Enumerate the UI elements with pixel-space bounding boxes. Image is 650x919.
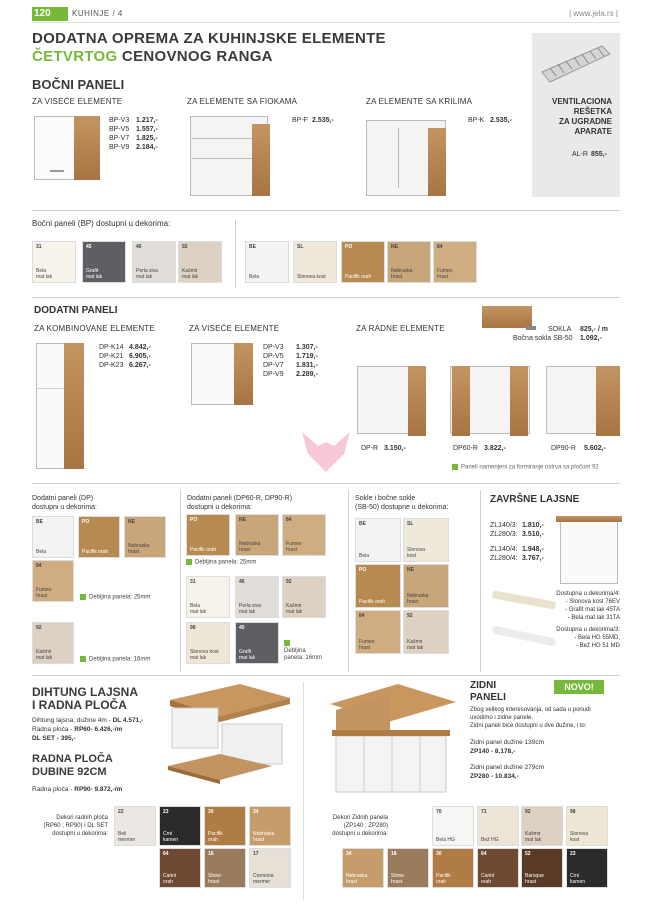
zp-decor-label: Dekori Zidnih panela (ZP140 ; ZP280) dostupni u dekorima: [332,815,388,837]
dp60-swatch [186,514,230,556]
page-title: DODATNA OPREMA ZA KUHINJSKE ELEMENTE [32,30,386,47]
zp-swatch [566,806,608,846]
rp-swatch [249,806,291,846]
decor-name: Bež HG [481,837,499,843]
decor-code: 22 [118,809,124,815]
decor-name: Kašmir mat lak [286,603,303,615]
zl-prices-1: 1.810,- 3.510,- [522,522,544,538]
decor-code: 30 [436,851,442,857]
decor-code: 45 [239,625,245,631]
finish-strip-image-2 [492,625,556,646]
decor-name: Nebraska hrast [239,541,261,553]
komb-label: ZA KOMBINOVANE ELEMENTE [34,324,155,333]
finish-strip-cabinet-image [560,520,618,584]
decor-code: 98 [570,809,576,815]
bp-swatch [293,241,337,283]
decor-code: 34 [346,851,352,857]
dp60-swatch [282,576,326,618]
decor-name: Fumeo hrast [437,268,453,280]
decor-name: Slonova kost [297,274,326,280]
dp60-swatch [282,514,326,556]
site-url[interactable]: | www.jela.rs | [568,9,618,18]
zp-swatch [432,806,474,846]
dp-decor-label: Dodatni paneli (DP) dostupni u dekorima: [32,495,97,511]
decor-name: Fumeo hrast [286,541,302,553]
sokla-swatch [355,518,401,562]
zl-codes-2: ZL140/4: ZL280/4: [490,546,518,562]
decor-name: Crni kamen [163,831,179,843]
dp60-decor-label: Dodatni paneli (DP60-R, DP90-R) dostupni u dekorima: [187,495,293,511]
decor-code: 98 [190,625,196,631]
decor-name: Kašmir mat lak [182,268,199,280]
radne-label: ZA RADNE ELEMENTE [356,324,445,333]
decor-name: Pacifik orah [190,547,217,553]
dp60-note1: Debljina panela: 25mm [186,559,256,567]
decor-code: SL [297,244,304,250]
decor-code: PO [345,244,353,250]
decor-name: Nebraska hrast [128,543,150,555]
decor-code: 92 [286,579,292,585]
decor-name: Pacifik orah [208,831,223,843]
decor-code: 92 [407,613,413,619]
dp60-swatch [186,622,230,664]
decor-code: 84 [36,563,42,569]
decor-code: NE [128,519,135,525]
bp-swatch [387,241,431,283]
visece-label: ZA VISEĆE ELEMENTE [189,324,280,333]
decor-name: Stone hrast [208,873,222,885]
zidni-l2: Zidni panel dužine 279cm [470,764,545,771]
bp-swatch [32,241,76,283]
decor-code: BE [359,521,366,527]
dihtung-lines: Dihtung lajsna, dužine 4m - DL 4.571,- Radna ploča - RP60- 6.426,-/m DL SET - 395,- [32,717,144,742]
sokla-swatch [403,564,449,608]
zl-prices-2: 1.948,- 3.767,- [522,546,544,562]
decor-name: Perla siva mat lak [239,603,261,615]
finish-strip-image-1 [492,591,556,610]
decor-code: 64 [481,851,487,857]
sokla-swatch [403,610,449,654]
decor-code: 46 [239,579,245,585]
rp-swatch [204,806,246,846]
decor-code: PO [359,567,367,573]
decor-name: Grafit mat lak [239,649,256,661]
decor-name: Bela [36,549,47,555]
decor-name: Grafit mat lak [86,268,103,280]
decor-code: 84 [286,517,292,523]
sokle-decor-label: Sokle i bočne sokle (SB-50) dostupne u dekorima: [355,495,449,511]
page-number: 120 [34,8,51,19]
bp-swatch [178,241,222,283]
decor-code: 71 [481,809,487,815]
decor-name: Bela [359,553,370,559]
zidni-p1: ZP140 - 8.178,- [470,748,516,755]
decor-code: 92 [182,244,188,250]
decor-name: Nebraska hrast [346,873,368,885]
new-badge: NOVO! [554,680,604,694]
bp-swatch [341,241,385,283]
bp-swatch [132,241,176,283]
bocni-col3-label: ZA ELEMENTE SA KRILIMA [366,97,473,106]
zidni-heading: ZIDNI PANELI [470,680,506,703]
rp-swatch [114,806,156,846]
decor-code: 17 [253,851,259,857]
decor-name: Fumeo hrast [359,639,375,651]
bp-swatch [433,241,477,283]
decor-code: NE [239,517,246,523]
fox-watermark [300,430,352,474]
sokla-swatch [403,518,449,562]
decor-code: PO [190,517,198,523]
bocna-sokla-label: Bočna sokla SB-50 [513,335,573,342]
decor-name: Kašmir mat lak [36,649,53,661]
rp-swatch [204,848,246,888]
dihtung-heading: DIHTUNG LAJSNA I RADNA PLOČA [32,685,139,712]
dp-swatch [32,516,74,558]
dp60-swatch [235,622,279,664]
decor-name: Carini orah [481,873,495,885]
section-label: KUHINJE / 4 [72,9,123,18]
vent-title: VENTILACIONA REŠETKA ZA UGRADNE APARATE [552,97,612,136]
bocni-decor-label: Bočni paneli (BP) dostupni u dekorima: [32,219,171,228]
visece-codes: DP-V3 DP-V5 DP-V7 DP-V9 [263,344,284,378]
zp-swatch [342,848,384,888]
decor-code: 84 [437,244,443,250]
radne-code-1: DP-R [361,445,379,452]
decor-code: 34 [253,809,259,815]
rp-swatch [249,848,291,888]
sokla-label: SOKLA [548,326,572,333]
bp-swatch [82,241,126,283]
countertop-image [160,682,295,792]
sokla-swatch [355,610,401,654]
decor-code: BE [36,519,43,525]
komb-codes: DP-K14 DP-K21 DP-K23 [99,344,124,369]
zp-swatch [387,848,429,888]
decor-name: Fumeo hrast [36,587,52,599]
radne-price-1: 3.150,- [384,445,406,452]
radne-price-2: 3.822,- [484,445,506,452]
decor-code: 45 [86,244,92,250]
decor-name: Nebraska hrast [407,593,429,605]
decor-name: Pacifik orah [359,599,386,605]
dodatni-heading: DODATNI PANELI [34,305,118,316]
dp-note1: Debljina panela: 25mm [80,594,150,602]
page-subtitle: ČETVRTOG CENOVNOG RANGA [32,48,273,65]
decor-name: Pacifik orah [345,274,372,280]
decor-name: Kašmir mat lak [407,639,424,651]
bocni-col2-label: ZA ELEMENTE SA FIOKAMA [187,97,298,106]
decor-name: Pacifik orah [436,873,451,885]
dp60-swatch [235,576,279,618]
decor-name: Nebraska hrast [253,831,275,843]
zp-swatch [477,806,519,846]
rp90-heading: RADNA PLOČA DUBINE 92CM [32,753,113,778]
decor-code: 18 [391,851,397,857]
decor-name: Slonova kost [407,547,426,559]
decor-name: Beli mermer [118,831,136,843]
dp-swatch [32,622,74,664]
bocni-col2-prices: 2.535,- [312,117,334,124]
decor-name: Baroque hrast [525,873,544,885]
vent-code: AL-R [572,151,588,158]
decor-code: 92 [36,625,42,631]
decor-code: NE [391,244,398,250]
decor-name: Bela mat lak [190,603,207,615]
dp60-note2: Debljina panela: 16mm [284,640,322,662]
decor-code: 23 [570,851,576,857]
decor-code: 18 [208,851,214,857]
zavrsne-heading: ZAVRŠNE LAJSNE [490,494,580,505]
decor-name: Nebraska hrast [391,268,413,280]
zp-swatch [521,806,563,846]
zp-swatch [566,848,608,888]
bocni-heading: BOČNI PANELI [32,77,125,92]
radne-price-3: 5.602,- [584,445,606,452]
radne-note: Paneli namenjeni za formiranje ostrva sa pločom 92 [452,464,599,471]
decor-code: 84 [359,613,365,619]
bocni-col1-prices: 1.217,- 1.557,- 1.825,- 2.184,- [136,117,158,151]
decor-code: 52 [525,851,531,857]
decor-name: Bela mat lak [36,268,53,280]
dp-swatch [124,516,166,558]
decor-name: Pacifik orah [82,549,109,555]
radne-code-2: DP60-R [453,445,478,452]
rp-decor-label: Dekori radnih ploča (RP60 ; RP90) i DL SET dostupni u dekorima: [43,815,108,837]
decor-code: BE [249,244,256,250]
decor-code: 46 [136,244,142,250]
zl-decor4: Dostupna u dekorima/4: - Slonova kost 76EV - Grafit mat lak 45TA - Bela mat lak 31TA [556,591,620,621]
dp60-swatch [186,576,230,618]
sokla-swatch [355,564,401,608]
decor-code: 31 [190,579,196,585]
zp-swatch [432,848,474,888]
sokla-price: 825,- / m [580,326,609,333]
rp-swatch [159,806,201,846]
zp-swatch [521,848,563,888]
zidni-text: Zbog velikog interesovanja, od sada u ponudi uvodimo i zidne panele. Zidni paneli biće dostupni u dve dužine, i to: [470,707,591,729]
decor-name: Slonova kost mat lak [190,649,219,661]
bocni-col3-codes: BP-K [468,117,485,124]
decor-name: Carini orah [163,873,177,885]
radne-code-3: DP90-R [551,445,576,452]
decor-code: 64 [163,851,169,857]
dp60-swatch [235,514,279,556]
decor-code: PO [82,519,90,525]
decor-name: Bela HG [436,837,455,843]
zidni-l1: Zidni panel dužine 139cm [470,739,545,746]
bocna-sokla-price: 1.092,- [580,335,602,342]
decor-name: Cremona mermer [253,873,274,885]
decor-name: Kašmir mat lak [525,831,542,843]
zidni-p2: ZP280 - 10.834,- [470,773,519,780]
decor-name: Bela [249,274,260,280]
decor-name: Slonova kost [570,831,589,843]
sokla-image [482,306,532,328]
zl-codes-1: ZL140/3: ZL280/3: [490,522,518,538]
decor-code: 92 [525,809,531,815]
vent-grille-image [540,42,612,86]
decor-code: 23 [163,809,169,815]
wall-panel-image [316,680,462,798]
dp-swatch [78,516,120,558]
visece-prices: 1.307,- 1.719,- 1.831,- 2.289,- [296,344,318,378]
rp-swatch [159,848,201,888]
bocni-col1-codes: BP-V3 BP-V5 BP-V7 BP-V9 [109,117,130,151]
decor-name: Perla siva mat lak [136,268,158,280]
decor-name: Crni kamen [570,873,586,885]
decor-code: NE [407,567,414,573]
rp90-line: Radna ploča - RP90- 9.872,-/m [32,786,123,793]
decor-code: 31 [36,244,42,250]
bp-swatch [245,241,289,283]
zl-decor3: Dostupna u dekorima/3: - Bela HG 55MD, - Bež HG 51 MD [556,627,620,649]
bocni-col1-label: ZA VISEĆE ELEMENTE [32,97,123,106]
dp-note2: Debljina panela: 16mm [80,656,150,664]
komb-prices: 4.842,- 6.905,- 6.267,- [129,344,151,369]
decor-code: SL [407,521,414,527]
decor-code: 30 [208,809,214,815]
decor-code: 70 [436,809,442,815]
zp-swatch [477,848,519,888]
bocni-col3-prices: 2.535,- [490,117,512,124]
dp-swatch [32,560,74,602]
vent-price: 855,- [591,151,607,158]
decor-name: Stone hrast [391,873,405,885]
bocni-col2-codes: BP-F [292,117,308,124]
